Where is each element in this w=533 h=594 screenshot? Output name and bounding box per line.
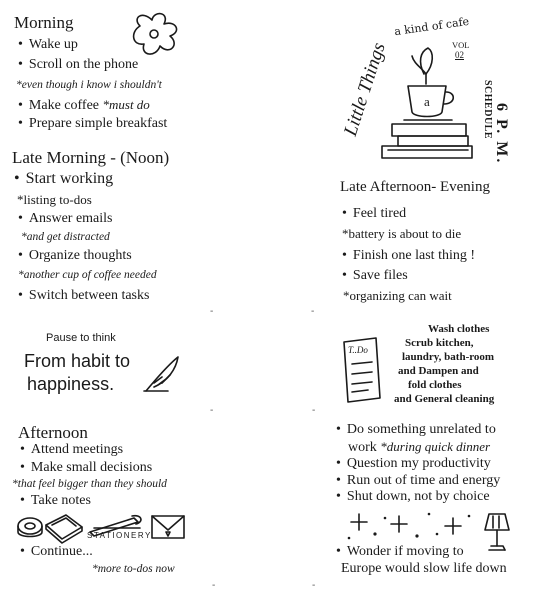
chore-line: and General cleaning	[394, 393, 495, 405]
time-label: 6 P. M.	[493, 103, 510, 165]
item-note: *must do	[102, 97, 150, 112]
list-item: • Save files	[342, 268, 408, 284]
separator: -	[312, 580, 316, 591]
list-item: • Organize thoughts	[18, 248, 132, 264]
note: *that feel bigger than they should	[12, 478, 167, 490]
schedule-label: SCHEDULE	[482, 80, 493, 140]
list-item: • Feel tired	[342, 206, 406, 222]
list-item: • Attend meetings	[20, 442, 123, 458]
list-item	[18, 97, 150, 114]
notebook-icon	[44, 513, 84, 543]
note: *even though i know i shouldn't	[16, 79, 162, 91]
chore-line: fold clothes	[408, 379, 462, 391]
lamp-icon	[479, 512, 513, 556]
chore-line: Scrub kitchen,	[405, 337, 474, 349]
envelope-icon	[150, 514, 186, 540]
list-item: • Question my productivity	[336, 456, 491, 472]
list-item-continued: Europe would slow life down	[341, 561, 507, 576]
list-item: • Switch between tasks	[18, 288, 149, 304]
list-item: • Wonder if moving to	[336, 544, 464, 560]
list-item: • Make small decisions	[20, 460, 152, 476]
item-note: *during quick dinner	[380, 439, 491, 454]
cafe-subtitle: a kind of cafe	[393, 14, 470, 39]
pause-small: Pause to think	[46, 332, 116, 344]
chore-line: laundry, bath-room	[402, 351, 495, 363]
list-item: • Do something unrelated to	[336, 422, 496, 438]
little-things-title: Little Things	[340, 40, 390, 139]
separator: -	[210, 306, 214, 317]
note: *organizing can wait	[343, 288, 452, 303]
pause-line2: happiness.	[27, 374, 115, 394]
note: *battery is about to die	[342, 226, 462, 241]
chore-line: Wash clothes	[428, 323, 490, 335]
list-item-continued	[348, 439, 490, 456]
list-item: • Shut down, not by choice	[336, 489, 490, 505]
flower-icon	[130, 12, 192, 60]
separator: -	[210, 405, 214, 416]
list-item: • Wake up	[18, 37, 78, 53]
note: *another cup of coffee needed	[18, 269, 157, 281]
note: *and get distracted	[21, 231, 110, 243]
list-item: • Answer emails	[18, 211, 113, 227]
late-morning-title: Late Morning - (Noon)	[12, 148, 170, 167]
todo-label: T..Do	[348, 345, 368, 355]
list-item: • Scroll on the phone	[18, 57, 138, 73]
separator: -	[312, 405, 316, 416]
list-item: • Finish one last thing !	[342, 248, 475, 264]
list-item: • Run out of time and energy	[336, 473, 500, 489]
separator: -	[311, 306, 315, 317]
vol-label: VOL	[452, 40, 470, 50]
list-item: • Prepare simple breakfast	[18, 116, 167, 132]
list-item: • Start working	[14, 170, 113, 188]
cup-letter: a	[424, 94, 430, 109]
note: *listing to-dos	[17, 192, 92, 207]
separator: -	[212, 580, 216, 591]
afternoon-title: Afternoon	[18, 423, 88, 442]
list-item: • Continue...	[20, 544, 93, 560]
morning-title: Morning	[14, 13, 74, 32]
item-text: Make coffee	[28, 98, 103, 113]
stationery-label: STATIONERY	[87, 531, 152, 540]
sparkles-icon	[345, 508, 475, 544]
chore-line: and Dampen and	[398, 365, 479, 377]
item-text: work	[348, 440, 381, 455]
note: *more to-dos now	[92, 563, 175, 575]
tape-icon	[16, 514, 46, 540]
vol-number: 02	[455, 50, 464, 60]
pause-line1: From habit to	[24, 351, 131, 371]
late-afternoon-title: Late Afternoon- Evening	[340, 179, 490, 195]
quill-icon	[142, 355, 182, 395]
list-item: • Take notes	[20, 493, 91, 509]
